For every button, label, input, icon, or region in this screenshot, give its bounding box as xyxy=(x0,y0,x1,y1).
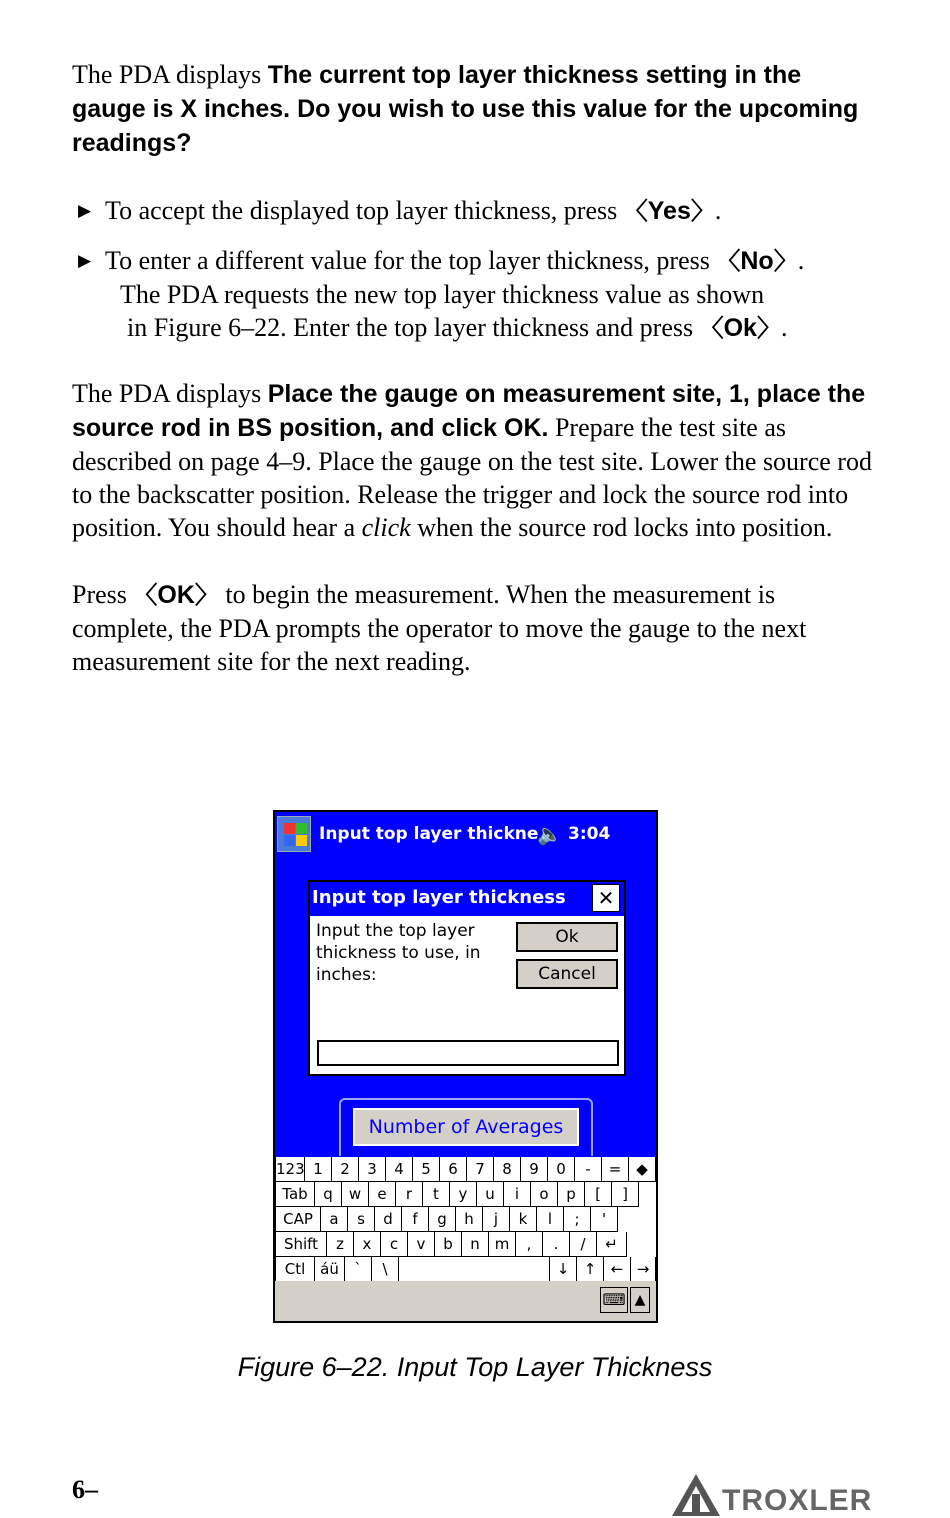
keyboard-key[interactable]: ; xyxy=(564,1207,591,1232)
bullet2-line2: The PDA requests the new top layer thickness value as shown xyxy=(120,280,765,309)
keyboard-key[interactable]: e xyxy=(369,1182,396,1207)
clock[interactable]: 3:04 xyxy=(568,824,611,844)
keyboard-key[interactable]: r xyxy=(396,1182,423,1207)
paragraph-1 xyxy=(72,58,872,160)
keyboard-key[interactable]: d xyxy=(375,1207,402,1232)
para1-lead: The PDA displays xyxy=(72,60,268,89)
keyboard-key[interactable]: u xyxy=(477,1182,504,1207)
window-title: Input top layer thickne xyxy=(319,824,539,844)
keyboard-key[interactable]: o xyxy=(531,1182,558,1207)
keyboard-key[interactable]: Shift xyxy=(275,1232,327,1257)
paragraph-2: The PDA displays Place the gauge on measurement site, 1, place the source rod in BS position, and click OK. Prepare the test site as described on page 4–9. Place the gauge on the test site. Lower the source rod to the backscatter position. Release the trigger and lock the source rod into position. You should hear a click when the source rod locks into position. xyxy=(72,379,872,542)
keyboard-key[interactable]: b xyxy=(435,1232,462,1257)
keyboard-key[interactable]: áü xyxy=(315,1257,345,1282)
pda-bottom-bar xyxy=(275,1281,656,1321)
document-body xyxy=(72,58,872,678)
keyboard-key[interactable]: ↑ xyxy=(577,1257,604,1282)
keyboard-key[interactable]: n xyxy=(462,1232,489,1257)
keyboard-key[interactable]: CAP xyxy=(275,1207,321,1232)
up-arrow-icon[interactable]: ▲ xyxy=(630,1287,650,1313)
click-italic: click xyxy=(361,513,411,542)
para1-bold: The current top layer thickness setting in the gauge is X inches. Do you wish to use this value for the upcoming readings? xyxy=(72,61,859,157)
keyboard-key[interactable]: ↓ xyxy=(550,1257,577,1282)
keyboard-key[interactable]: y xyxy=(450,1182,477,1207)
keyboard-key[interactable]: = xyxy=(602,1157,629,1182)
dialog-title-bar xyxy=(310,882,624,916)
keyboard-key[interactable]: 1 xyxy=(305,1157,332,1182)
keyboard-key[interactable]: 6 xyxy=(440,1157,467,1182)
paragraph-3: Press 〈OK〉 to begin the measurement. When the measurement is complete, the PDA prompts the operator to move the gauge to the next measurement site for the next reading. xyxy=(72,580,807,676)
keyboard-key[interactable]: . xyxy=(543,1232,570,1257)
keyboard-key[interactable]: - xyxy=(575,1157,602,1182)
troxler-logo xyxy=(670,1472,873,1518)
keyboard-row xyxy=(275,1157,656,1182)
keyboard-key[interactable]: q xyxy=(315,1182,342,1207)
soft-keyboard xyxy=(275,1157,656,1281)
page-number: 6– xyxy=(72,1475,98,1504)
space-key[interactable] xyxy=(399,1257,550,1282)
pda-title-bar xyxy=(275,812,656,856)
para2-bold: Place the gauge on measurement site, 1, place the source rod in BS position, and click OK. xyxy=(72,380,866,442)
keyboard-key[interactable]: v xyxy=(408,1232,435,1257)
keyboard-key[interactable]: a xyxy=(321,1207,348,1232)
keyboard-key[interactable]: j xyxy=(483,1207,510,1232)
bullet-2: ▶ To enter a different value for the top layer thickness, press 〈No〉. xyxy=(78,246,805,275)
keyboard-key[interactable]: ← xyxy=(604,1257,631,1282)
close-icon[interactable]: ✕ xyxy=(592,884,620,912)
dialog-message: Input the top layer thickness to use, in inches: xyxy=(316,921,481,985)
keyboard-row xyxy=(275,1232,656,1257)
keyboard-key[interactable]: h xyxy=(456,1207,483,1232)
keyboard-key[interactable]: g xyxy=(429,1207,456,1232)
keyboard-key[interactable]: w xyxy=(342,1182,369,1207)
dialog-title: Input top layer thickness xyxy=(312,887,566,908)
ok-key-label: Ok xyxy=(723,314,757,342)
speaker-icon[interactable]: 🔈 xyxy=(537,822,562,846)
yes-key-label: Yes xyxy=(647,197,691,225)
keyboard-key[interactable]: ` xyxy=(345,1257,372,1282)
keyboard-key[interactable]: c xyxy=(381,1232,408,1257)
keyboard-key[interactable]: ◆ xyxy=(629,1157,656,1182)
keyboard-key[interactable]: x xyxy=(354,1232,381,1257)
bullet2-line3: in Figure 6–22. Enter the top layer thickness and press 〈Ok〉. xyxy=(127,313,788,342)
keyboard-key[interactable]: ] xyxy=(612,1182,639,1207)
keyboard-key[interactable]: 9 xyxy=(521,1157,548,1182)
keyboard-key[interactable]: , xyxy=(516,1232,543,1257)
ok-button[interactable]: Ok xyxy=(516,922,618,952)
keyboard-icon[interactable]: ⌨ xyxy=(600,1287,628,1313)
keyboard-row xyxy=(275,1182,656,1207)
pda-screenshot xyxy=(273,810,658,1323)
bullet-1: ▶ To accept the displayed top layer thickness, press 〈Yes〉. xyxy=(78,196,722,225)
keyboard-key[interactable]: 123 xyxy=(275,1157,305,1182)
figure-caption: Figure 6–22. Input Top Layer Thickness xyxy=(237,1352,713,1382)
keyboard-key[interactable]: 7 xyxy=(467,1157,494,1182)
keyboard-key[interactable]: l xyxy=(537,1207,564,1232)
keyboard-key[interactable]: 8 xyxy=(494,1157,521,1182)
bullet-triangle-icon: ▶ xyxy=(78,201,92,220)
bullet1-text: To accept the displayed top layer thickness, press xyxy=(105,196,624,225)
keyboard-key[interactable]: t xyxy=(423,1182,450,1207)
keyboard-key[interactable]: 3 xyxy=(359,1157,386,1182)
thickness-input[interactable] xyxy=(317,1040,619,1066)
number-of-averages-button[interactable]: Number of Averages xyxy=(353,1108,579,1146)
no-key-label: No xyxy=(740,247,774,275)
bullet-triangle-icon: ▶ xyxy=(78,251,92,270)
input-dialog xyxy=(308,880,626,1076)
keyboard-key[interactable]: Ctl xyxy=(275,1257,315,1282)
keyboard-key[interactable]: s xyxy=(348,1207,375,1232)
keyboard-key[interactable]: / xyxy=(570,1232,597,1257)
keyboard-key[interactable]: [ xyxy=(585,1182,612,1207)
keyboard-key[interactable]: Tab xyxy=(275,1182,315,1207)
cancel-button[interactable]: Cancel xyxy=(516,959,618,989)
keyboard-key[interactable]: m xyxy=(489,1232,516,1257)
keyboard-key[interactable]: ' xyxy=(591,1207,618,1232)
keyboard-key[interactable]: ↵ xyxy=(597,1232,627,1257)
keyboard-key[interactable]: \ xyxy=(372,1257,399,1282)
keyboard-key[interactable]: 0 xyxy=(548,1157,575,1182)
keyboard-key[interactable]: 2 xyxy=(332,1157,359,1182)
bullet2-text: To enter a different value for the top layer thickness, press xyxy=(105,246,717,275)
troxler-wordmark: TROXLER xyxy=(722,1484,873,1517)
keyboard-key[interactable]: p xyxy=(558,1182,585,1207)
keyboard-key[interactable]: z xyxy=(327,1232,354,1257)
keyboard-key[interactable]: i xyxy=(504,1182,531,1207)
ok-key-label: OK xyxy=(157,581,195,609)
keyboard-row xyxy=(275,1207,656,1232)
keyboard-key[interactable]: → xyxy=(631,1257,656,1282)
windows-start-icon[interactable] xyxy=(277,816,311,852)
troxler-triangle-icon xyxy=(670,1472,722,1518)
keyboard-key[interactable]: 5 xyxy=(413,1157,440,1182)
keyboard-key[interactable]: f xyxy=(402,1207,429,1232)
keyboard-row xyxy=(275,1257,656,1282)
keyboard-key[interactable]: 4 xyxy=(386,1157,413,1182)
keyboard-key[interactable]: k xyxy=(510,1207,537,1232)
